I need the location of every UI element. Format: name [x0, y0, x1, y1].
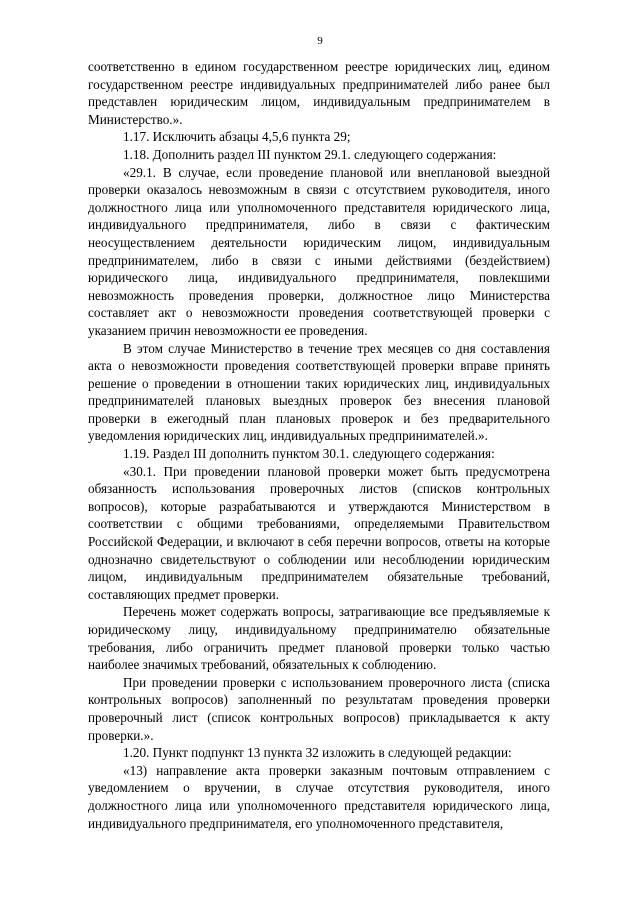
paragraph-item-1-20: 1.20. Пункт подпункт 13 пункта 32 изложить в следующей редакции:: [123, 745, 512, 761]
paragraph-item-1-17: 1.17. Исключить абзацы 4,5,6 пункта 29;: [123, 129, 351, 145]
paragraph-item-1-18: 1.18. Дополнить раздел III пунктом 29.1. следующего содержания:: [123, 146, 497, 162]
paragraph-clause-30-1-list: Перечень может содержать вопросы, затрагивающие все предъявляемые к юридическому лицу, индивидуальному предпринимателю обязательные требования, либо ограничить предмет плановой проверки только частью наиболее значимых требований, обязательных к соблюдению.: [88, 604, 550, 673]
paragraph-subclause-13: «13) направление акта проверки заказным почтовым отправлением с уведомлением о вручении, в случае отсутствия руководителя, иного должностного лица или уполномоченного представителя юридического лица, индивидуального предпринимателя, его уполномоченного представителя,: [88, 762, 550, 831]
paragraph-clause-30-1-checklist: При проведении проверки с использованием проверочного листа (списка контрольных вопросов) заполненный по результатам проведения проверки проверочный лист (список контрольных вопросов) прикладывается к акту проверки.».: [88, 674, 550, 743]
paragraph-clause-30-1: «30.1. При проведении плановой проверки может быть предусмотрена обязанность использования проверочных листов (списков контрольных вопросов), которые разрабатываются и утверждаются Министерством в соответствии с общими требованиями, определяемыми Правительством Российской Федерации, и включают в себя перечни вопросов, ответы на которые однозначно свидетельствуют о соблюдении или несоблюдении юридическим лицом, индивидуальным предпринимателем обязательные требований, составляющих предмет проверки.: [88, 463, 550, 602]
page-number: 9: [317, 35, 323, 47]
paragraph-clause-29-1-cont: В этом случае Министерство в течение трех месяцев со дня составления акта о невозможности проведения соответствующей проверки вправе принять решение о проведении в отношении таких юридических лиц, индивидуальных предпринимателей плановых выездных проверок без внесения плановой проверки в ежегодный план плановых проверок и без предварительного уведомления юридических лиц, индивидуальных предпринимателей.».: [88, 340, 550, 444]
paragraph-item-1-19: 1.19. Раздел III дополнить пунктом 30.1. следующего содержания:: [123, 446, 495, 462]
paragraph-clause-29-1: «29.1. В случае, если проведение плановой или внеплановой выездной проверки оказалось невозможным в связи с отсутствием руководителя, иного должностного лица или уполномоченного представителя юридического лица, индивидуального предпринимателя, либо в связи с фактическим неосуществлением деятельности юридическим лицом, индивидуальным предпринимателем, либо в связи с иными действиями (бездействием) юридического лица, индивидуального предпринимателя, повлекшими невозможность проведения проверки, должностное лицо Министерства составляет акт о невозможности проведения соответствующей проверки с указанием причин невозможности ее проведения.: [88, 164, 550, 338]
document-body: [88, 58, 550, 832]
paragraph-continuation: соответственно в едином государственном реестре юридических лиц, едином государственном реестре индивидуальных предпринимателей либо ранее был представлен юридическим лицом, индивидуальным предпринимателем в Министерство.».: [88, 59, 550, 127]
